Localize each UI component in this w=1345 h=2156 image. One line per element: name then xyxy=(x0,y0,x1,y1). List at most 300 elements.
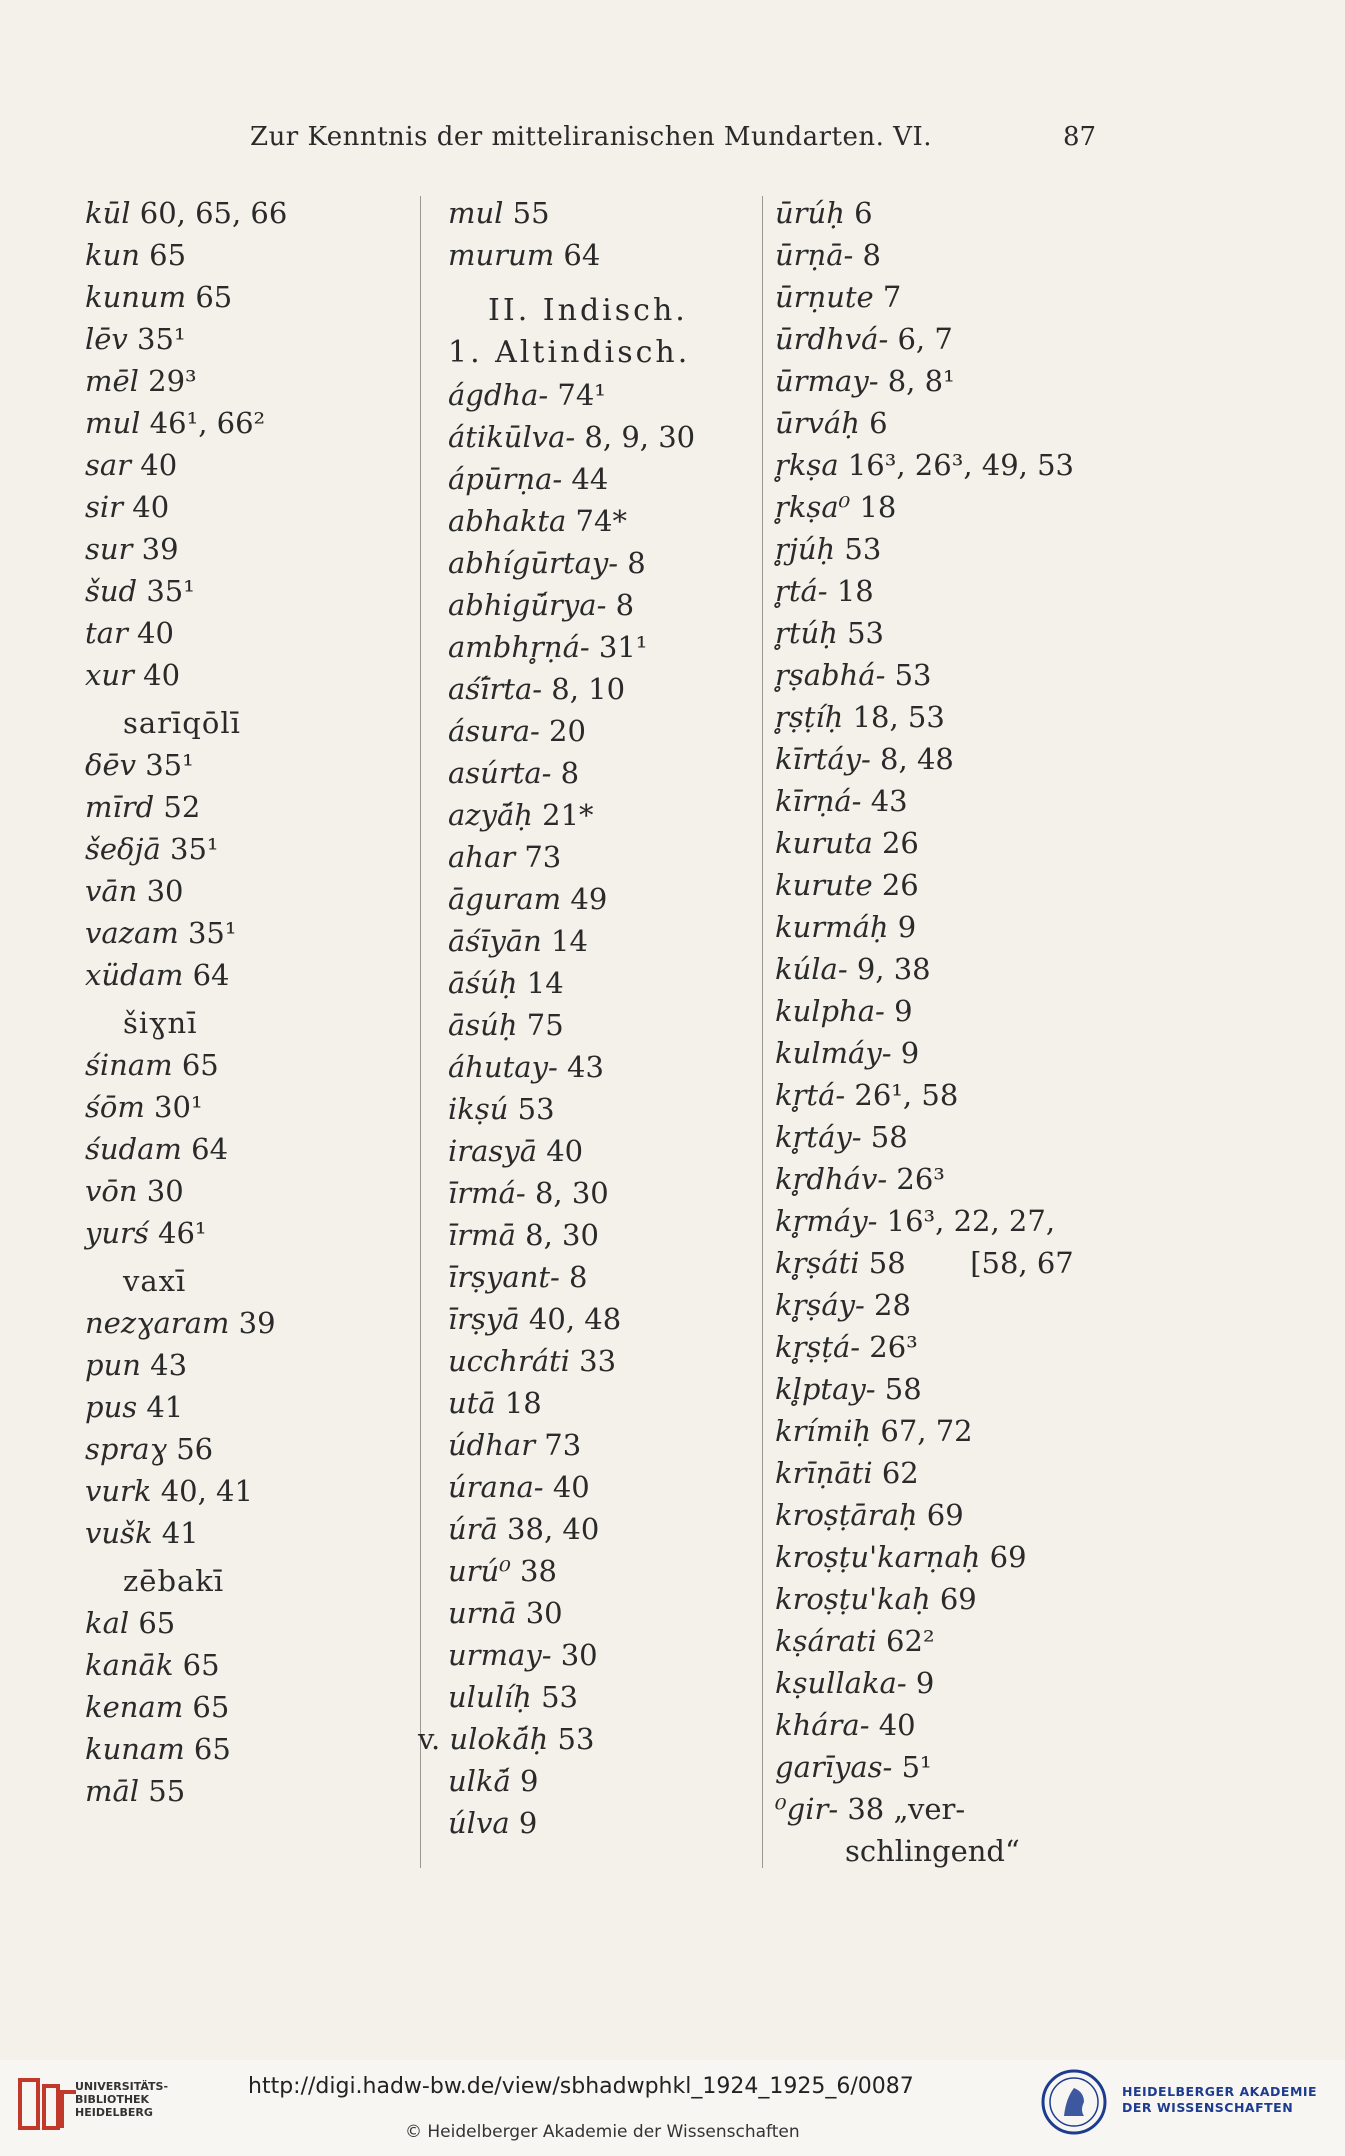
entry-references: 64 xyxy=(181,1132,229,1166)
entry-word: ambhr̥ṇá- xyxy=(448,630,590,664)
index-entry xyxy=(448,794,758,836)
index-entry xyxy=(775,738,1105,780)
entry-references: 9 xyxy=(906,1666,935,1700)
entry-references: 18, 53 xyxy=(843,700,945,734)
entry-references: 16³, 22, 27, xyxy=(877,1204,1056,1238)
index-entry xyxy=(418,1718,758,1760)
index-entry xyxy=(448,584,758,626)
entry-word: xur xyxy=(85,658,134,692)
entry-word: kurmáḥ xyxy=(775,910,889,944)
entry-references: 33 xyxy=(569,1344,617,1378)
index-entry xyxy=(448,1592,758,1634)
entry-word: r̥tá- xyxy=(775,574,828,608)
entry-word: urmay- xyxy=(448,1638,552,1672)
index-column-1 xyxy=(85,192,405,1812)
entry-word: kunam xyxy=(85,1732,185,1766)
entry-word: ikṣú xyxy=(448,1092,509,1126)
index-entry xyxy=(775,1788,1105,1830)
index-entry xyxy=(85,486,405,528)
entry-references: 40, 41 xyxy=(151,1474,253,1508)
entry-word: kunum xyxy=(85,280,187,314)
index-entry xyxy=(85,1770,405,1812)
index-entry xyxy=(775,444,1105,486)
entry-word: kūl xyxy=(85,196,131,230)
index-entry xyxy=(775,318,1105,360)
index-entry xyxy=(85,402,405,444)
entry-word: mul xyxy=(85,406,141,440)
source-url-link[interactable]: http://digi.hadw-bw.de/view/sbhadwphkl_1924_1925_6/0087 xyxy=(248,2074,914,2099)
section-heading: 1. Altindisch. xyxy=(448,335,691,370)
entry-word: ⁰gir- xyxy=(775,1792,839,1826)
index-entry xyxy=(85,954,405,996)
entry-word: asúrta- xyxy=(448,756,552,790)
index-entry xyxy=(775,1704,1105,1746)
entry-references: 69 xyxy=(930,1582,977,1616)
entry-references: 55 xyxy=(503,196,550,230)
index-entry xyxy=(775,1494,1105,1536)
entry-word: vurk xyxy=(85,1474,152,1508)
index-entry xyxy=(85,1170,405,1212)
entry-references: 9 xyxy=(510,1764,539,1798)
index-entry xyxy=(85,192,405,234)
entry-references: 5¹ xyxy=(892,1750,932,1784)
entry-references: 53 xyxy=(548,1722,595,1756)
entry-word: kīrṇá- xyxy=(775,784,862,818)
entry-references: 40 xyxy=(127,616,174,650)
dialect-heading: zēbakī xyxy=(123,1564,225,1598)
index-entry xyxy=(85,612,405,654)
entry-word: kr̥ṣáti xyxy=(775,1246,860,1280)
entry-references: 8, 30 xyxy=(515,1218,599,1252)
entry-word: ūrmay- xyxy=(775,364,879,398)
index-entry xyxy=(85,1644,405,1686)
index-entry xyxy=(775,1410,1105,1452)
index-entry xyxy=(85,870,405,912)
index-entry xyxy=(775,276,1105,318)
entry-references: 8 xyxy=(618,546,646,580)
entry-references: 39 xyxy=(132,532,179,566)
entry-references: 29³ xyxy=(138,364,197,398)
entry-word: kīrtáy- xyxy=(775,742,871,776)
index-entry xyxy=(85,786,405,828)
entry-word: tar xyxy=(85,616,128,650)
entry-references: 9 xyxy=(884,994,913,1028)
entry-word: kṣárati xyxy=(775,1624,877,1658)
entry-word: kúla- xyxy=(775,952,848,986)
index-entry xyxy=(448,416,758,458)
entry-word: ápūrṇa- xyxy=(448,462,563,496)
entry-references: 53 xyxy=(508,1092,555,1126)
entry-word: údhar xyxy=(448,1428,536,1462)
index-entry xyxy=(85,828,405,870)
index-entry xyxy=(448,374,758,416)
index-entry xyxy=(85,570,405,612)
entry-references: 64 xyxy=(554,238,601,272)
entry-word: δēv xyxy=(85,748,137,782)
page-number: 87 xyxy=(1063,122,1097,152)
entry-references: 41 xyxy=(137,1390,184,1424)
index-entry xyxy=(448,710,758,752)
entry-references: 20 xyxy=(539,714,586,748)
column-divider xyxy=(762,196,763,1868)
entry-references: 74* xyxy=(566,504,627,538)
index-entry xyxy=(85,528,405,570)
entry-references: 38, 40 xyxy=(497,1512,600,1546)
entry-word: r̥ṣṭíḥ xyxy=(775,700,844,734)
column-divider xyxy=(420,196,421,1868)
entry-references: 58 [58, 67 xyxy=(859,1246,1074,1280)
index-entry xyxy=(85,654,405,696)
index-entry xyxy=(85,234,405,276)
entry-word: šeδjā xyxy=(85,832,161,866)
entry-word: kroṣṭāraḥ xyxy=(775,1498,918,1532)
index-entry xyxy=(448,1382,758,1424)
index-entry xyxy=(448,878,758,920)
entry-word: utā xyxy=(448,1386,496,1420)
entry-word: āśúḥ xyxy=(448,966,518,1000)
index-entry xyxy=(85,318,405,360)
entry-references: 8, 10 xyxy=(542,672,626,706)
entry-word: abhakta xyxy=(448,504,567,538)
entry-word: ūrdhvá- xyxy=(775,322,889,356)
index-entry xyxy=(775,402,1105,444)
entry-references: 9 xyxy=(888,910,917,944)
entry-word: īrmā xyxy=(448,1218,516,1252)
footer-bar xyxy=(0,2060,1345,2156)
index-entry xyxy=(85,1044,405,1086)
index-entry xyxy=(775,1074,1105,1116)
entry-word: r̥kṣa⁰ xyxy=(775,490,851,524)
index-entry xyxy=(775,234,1105,276)
index-entry xyxy=(85,1128,405,1170)
index-entry xyxy=(448,1214,758,1256)
index-entry xyxy=(775,696,1105,738)
entry-word: vōn xyxy=(85,1174,138,1208)
entry-references: 56 xyxy=(166,1432,214,1466)
entry-references: 26¹, 58 xyxy=(845,1078,959,1112)
page-header: Zur Kenntnis der mitteliranischen Mundarten. VI. xyxy=(250,122,932,152)
entry-word: r̥júḥ xyxy=(775,532,836,566)
entry-word: irasyā xyxy=(448,1134,537,1168)
entry-word: āguram xyxy=(448,882,562,916)
index-entry xyxy=(775,1452,1105,1494)
entry-word: āsúḥ xyxy=(448,1008,518,1042)
entry-references: 14 xyxy=(541,924,588,958)
entry-word: vān xyxy=(85,874,138,908)
entry-word: šud xyxy=(85,574,138,608)
entry-word: krímiḥ xyxy=(775,1414,872,1448)
entry-word: úrana- xyxy=(448,1470,544,1504)
entry-word: ucchráti xyxy=(448,1344,570,1378)
entry-word: kr̥ṣṭá- xyxy=(775,1330,861,1364)
index-entry xyxy=(85,1212,405,1254)
index-entry xyxy=(775,528,1105,570)
entry-references: 40 xyxy=(131,448,178,482)
entry-references: 28 xyxy=(864,1288,911,1322)
entry-references: 7 xyxy=(873,280,902,314)
entry-word: ahar xyxy=(448,840,516,874)
entry-word: murum xyxy=(448,238,555,272)
entry-references: 46¹ xyxy=(148,1216,207,1250)
entry-references: 74¹ xyxy=(548,378,606,412)
entry-references: 26³ xyxy=(887,1162,945,1196)
index-entry xyxy=(448,500,758,542)
entry-word: śōm xyxy=(85,1090,145,1124)
index-column-2 xyxy=(418,192,758,1844)
entry-word: yurś xyxy=(85,1216,149,1250)
entry-references: 8, 8¹ xyxy=(878,364,955,398)
entry-references: 30 xyxy=(551,1638,598,1672)
entry-word: urú⁰ xyxy=(448,1554,511,1588)
section-heading: II. Indisch. xyxy=(488,293,688,328)
dialect-heading: vaxī xyxy=(123,1264,187,1298)
entry-references: 18 xyxy=(827,574,874,608)
entry-word: kr̥tá- xyxy=(775,1078,846,1112)
index-entry xyxy=(85,1386,405,1428)
index-entry xyxy=(775,1746,1105,1788)
entry-word: ásura- xyxy=(448,714,540,748)
entry-references: 30 xyxy=(137,874,184,908)
index-entry xyxy=(448,234,758,276)
entry-references: 73 xyxy=(515,840,562,874)
index-entry xyxy=(448,1634,758,1676)
entry-references: 53 xyxy=(531,1680,578,1714)
entry-word: kulpha- xyxy=(775,994,885,1028)
entry-word: khára- xyxy=(775,1708,870,1742)
index-entry xyxy=(775,948,1105,990)
index-entry xyxy=(85,1470,405,1512)
entry-word: kr̥dháv- xyxy=(775,1162,888,1196)
entry-references: 43 xyxy=(557,1050,604,1084)
entry-word: spraɣ xyxy=(85,1432,167,1466)
entry-word: kuruta xyxy=(775,826,873,860)
index-entry xyxy=(448,1088,758,1130)
entry-references: 21* xyxy=(532,798,594,832)
entry-references: 8 xyxy=(606,588,635,622)
dialect-heading: šiɣnī xyxy=(123,1006,198,1040)
entry-word: kurute xyxy=(775,868,873,902)
entry-references: 35¹ xyxy=(127,322,186,356)
entry-word: sur xyxy=(85,532,133,566)
entry-references: 38 „ver- xyxy=(838,1792,966,1826)
entry-references: 6 xyxy=(844,196,873,230)
entry-word: nezɣaram xyxy=(85,1306,230,1340)
index-entry xyxy=(448,668,758,710)
entry-references: 40 xyxy=(123,490,170,524)
entry-word: māl xyxy=(85,1774,140,1808)
index-entry xyxy=(448,458,758,500)
index-entry xyxy=(448,1004,758,1046)
entry-word: pun xyxy=(85,1348,141,1382)
index-entry xyxy=(775,1032,1105,1074)
index-entry xyxy=(448,626,758,668)
entry-references: 8 xyxy=(551,756,580,790)
entry-word: ululíḥ xyxy=(448,1680,532,1714)
entry-word: xüdam xyxy=(85,958,184,992)
entry-references: 26³ xyxy=(860,1330,918,1364)
index-entry xyxy=(448,1424,758,1466)
library-name: UNIVERSITÄTS- BIBLIOTHEK HEIDELBERG xyxy=(75,2080,169,2119)
entry-references: 40 xyxy=(133,658,181,692)
index-entry xyxy=(85,444,405,486)
index-entry xyxy=(775,864,1105,906)
index-entry xyxy=(85,1728,405,1770)
entry-references: 69 xyxy=(980,1540,1027,1574)
entry-word: ūrṇā- xyxy=(775,238,854,272)
entry-references: 26 xyxy=(872,826,919,860)
entry-references: 43 xyxy=(140,1348,188,1382)
index-entry xyxy=(448,752,758,794)
entry-word: r̥ṣabhá- xyxy=(775,658,886,692)
entry-prefix: v. xyxy=(418,1722,450,1756)
entry-references: 30 xyxy=(137,1174,184,1208)
entry-word: vušk xyxy=(85,1516,153,1550)
entry-references: 40 xyxy=(536,1134,584,1168)
entry-references: 53 xyxy=(885,658,932,692)
entry-references: 53 xyxy=(837,616,884,650)
index-entry xyxy=(775,1578,1105,1620)
entry-references: 58 xyxy=(861,1120,908,1154)
entry-references: 35¹ xyxy=(178,916,237,950)
entry-word: kr̥máy- xyxy=(775,1204,878,1238)
entry-references: 26 xyxy=(872,868,919,902)
entry-references: 65 xyxy=(183,1690,230,1724)
entry-word: azyā́ḥ xyxy=(448,798,533,832)
entry-references: 8 xyxy=(559,1260,588,1294)
index-entry xyxy=(775,192,1105,234)
entry-references: 43 xyxy=(861,784,908,818)
entry-references: 65 xyxy=(173,1648,220,1682)
entry-word: mul xyxy=(448,196,504,230)
entry-word: abhigū́rya- xyxy=(448,588,607,622)
entry-word: kṣullaka- xyxy=(775,1666,907,1700)
entry-references: 35¹ xyxy=(160,832,219,866)
entry-word: úlva xyxy=(448,1806,510,1840)
index-entry xyxy=(775,1326,1105,1368)
index-entry xyxy=(775,1158,1105,1200)
entry-references: 6 xyxy=(859,406,888,440)
entry-word: átikūlva- xyxy=(448,420,576,454)
entry-word: lēv xyxy=(85,322,128,356)
index-entry xyxy=(775,654,1105,696)
index-entry xyxy=(85,1344,405,1386)
entry-word: urnā xyxy=(448,1596,517,1630)
entry-word: śinam xyxy=(85,1048,173,1082)
entry-continuation: schlingend“ xyxy=(845,1834,1020,1868)
entry-references: 55 xyxy=(139,1774,186,1808)
entry-word: ūrúḥ xyxy=(775,196,845,230)
index-entry xyxy=(448,1550,758,1592)
entry-references: 30 xyxy=(516,1596,563,1630)
index-entry xyxy=(85,1602,405,1644)
index-entry xyxy=(448,1172,758,1214)
index-entry xyxy=(85,276,405,318)
entry-word: kun xyxy=(85,238,140,272)
index-entry xyxy=(775,570,1105,612)
index-entry xyxy=(85,1512,405,1554)
entry-word: r̥kṣa xyxy=(775,448,839,482)
entry-references: 8 xyxy=(853,238,881,272)
index-entry xyxy=(775,1242,1105,1284)
index-entry xyxy=(775,822,1105,864)
entry-references: 40 xyxy=(543,1470,590,1504)
entry-references: 8, 9, 30 xyxy=(575,420,696,454)
entry-word: īrmá- xyxy=(448,1176,526,1210)
index-entry xyxy=(775,1620,1105,1662)
entry-references: 65 xyxy=(139,238,187,272)
entry-references: 52 xyxy=(154,790,201,824)
index-entry xyxy=(448,192,758,234)
entry-references: 35¹ xyxy=(137,574,195,608)
entry-word: úrā xyxy=(448,1512,498,1546)
index-entry xyxy=(85,744,405,786)
entry-references: 18 xyxy=(495,1386,542,1420)
entry-word: kr̥táy- xyxy=(775,1120,862,1154)
entry-word: sar xyxy=(85,448,132,482)
index-entry xyxy=(448,1256,758,1298)
index-entry xyxy=(448,1046,758,1088)
entry-word: vazam xyxy=(85,916,179,950)
entry-references: 44 xyxy=(562,462,609,496)
index-entry xyxy=(85,1086,405,1128)
index-entry xyxy=(775,990,1105,1032)
index-entry xyxy=(448,962,758,1004)
entry-word: ulokā́ḥ xyxy=(449,1722,549,1756)
index-entry xyxy=(448,1130,758,1172)
index-entry xyxy=(775,1662,1105,1704)
index-entry xyxy=(775,486,1105,528)
index-entry xyxy=(448,920,758,962)
index-entry xyxy=(448,1802,758,1844)
entry-references: 75 xyxy=(517,1008,564,1042)
entry-word: ūrṇute xyxy=(775,280,874,314)
entry-word: abhígūrtay- xyxy=(448,546,619,580)
index-entry xyxy=(85,360,405,402)
entry-word: śudam xyxy=(85,1132,182,1166)
entry-references: 6, 7 xyxy=(888,322,953,356)
index-entry xyxy=(85,1428,405,1470)
entry-references: 64 xyxy=(183,958,230,992)
entry-word: kr̥ṣáy- xyxy=(775,1288,865,1322)
index-entry xyxy=(448,1298,758,1340)
entry-references: 40, 48 xyxy=(519,1302,622,1336)
entry-word: kal xyxy=(85,1606,130,1640)
index-entry xyxy=(775,1116,1105,1158)
entry-references: 8, 30 xyxy=(525,1176,609,1210)
academy-emblem-icon xyxy=(1040,2068,1108,2136)
index-entry xyxy=(448,1508,758,1550)
index-entry xyxy=(775,780,1105,822)
entry-word: áhutay- xyxy=(448,1050,558,1084)
entry-word: īrṣyā xyxy=(448,1302,520,1336)
entry-word: kenam xyxy=(85,1690,184,1724)
entry-word: ulkā́ xyxy=(448,1764,511,1798)
entry-references: 73 xyxy=(535,1428,582,1462)
entry-word: ūrváḥ xyxy=(775,406,860,440)
entry-references: 9 xyxy=(891,1036,920,1070)
entry-word: kroṣṭu'kaḥ xyxy=(775,1582,931,1616)
index-entry xyxy=(448,1340,758,1382)
entry-references: 9 xyxy=(509,1806,538,1840)
index-entry xyxy=(448,1760,758,1802)
entry-references: 53 xyxy=(835,532,882,566)
entry-references: 62² xyxy=(876,1624,935,1658)
index-entry xyxy=(775,906,1105,948)
entry-references: 65 xyxy=(184,1732,231,1766)
index-entry xyxy=(85,1302,405,1344)
entry-references: 40 xyxy=(869,1708,916,1742)
entry-references: 38 xyxy=(510,1554,557,1588)
